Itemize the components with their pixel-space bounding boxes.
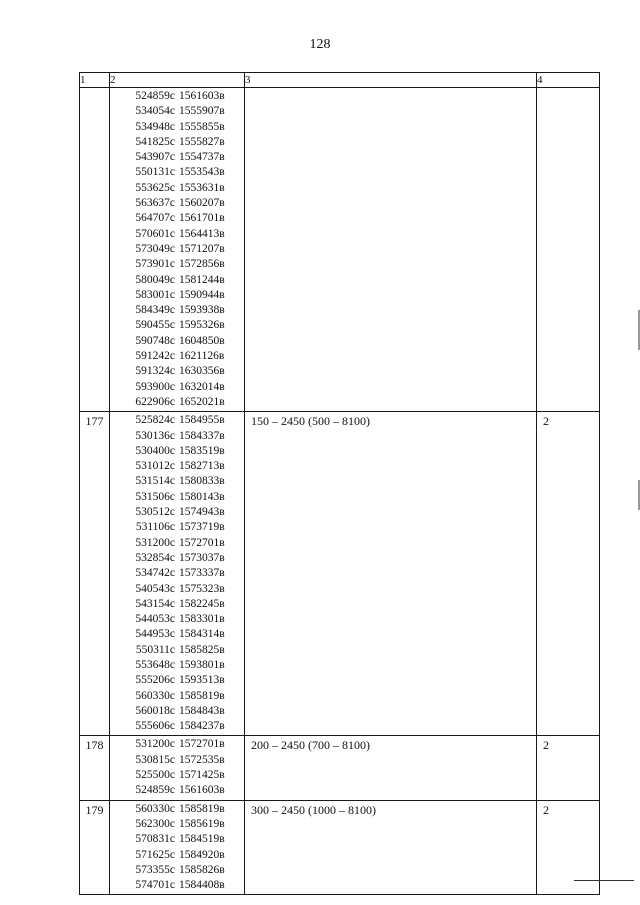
longitude-value: 1560207в (179, 197, 225, 210)
latitude-value: 530815c (135, 753, 175, 766)
longitude-value: 1555907в (179, 105, 225, 118)
longitude-value: 1553631в (179, 181, 225, 194)
coordinate-pair (110, 848, 244, 863)
coordinate-pair (110, 429, 244, 444)
latitude-value: 622906c (135, 395, 175, 408)
coordinate-pair (110, 242, 244, 257)
coordinate-pair (110, 612, 244, 627)
longitude-value: 1585826в (179, 863, 225, 876)
longitude-value: 1584955в (179, 414, 225, 427)
coordinate-pair (110, 380, 244, 395)
longitude-value: 1564413в (179, 227, 225, 240)
header-col-2: 2 (110, 73, 245, 88)
latitude-value: 525824c (135, 414, 175, 427)
longitude-value: 1580143в (179, 490, 225, 503)
header-col-4: 4 (537, 73, 600, 88)
latitude-value: 584349c (135, 304, 175, 317)
coordinate-pair (110, 627, 244, 642)
latitude-value: 560330c (135, 689, 175, 702)
coordinate-pair (110, 597, 244, 612)
latitude-value: 532854c (135, 551, 175, 564)
latitude-value: 531506c (135, 490, 175, 503)
row-number: 177 (80, 412, 110, 736)
longitude-value: 1593938в (179, 304, 225, 317)
table-row (80, 88, 600, 412)
longitude-value: 1571207в (179, 242, 225, 255)
latitude-value: 573355c (135, 863, 175, 876)
latitude-value: 531200c (135, 536, 175, 549)
latitude-value: 550131c (135, 166, 175, 179)
header-col-3: 3 (245, 73, 537, 88)
latitude-value: 540543c (135, 582, 175, 595)
coordinate-pair (110, 536, 244, 551)
coordinate-pair (110, 689, 244, 704)
longitude-value: 1572535в (179, 753, 225, 766)
latitude-value: 553648c (135, 658, 175, 671)
coordinate-pair (110, 566, 244, 581)
page-number: 128 (309, 37, 331, 52)
coordinate-pair (110, 150, 244, 165)
longitude-value: 1584314в (179, 628, 225, 641)
longitude-value: 1583519в (179, 444, 225, 457)
latitude-value: 570831c (135, 833, 175, 846)
latitude-value: 531200c (135, 738, 175, 751)
coordinate-pair (110, 802, 244, 817)
longitude-value: 1585825в (179, 643, 225, 656)
latitude-value: 573049c (135, 242, 175, 255)
longitude-value: 1584519в (179, 833, 225, 846)
coordinates-cell (110, 88, 245, 412)
coordinate-pair (110, 520, 244, 535)
latitude-value: 591324c (135, 365, 175, 378)
coordinate-pair (110, 863, 244, 878)
coordinate-pair (110, 878, 244, 893)
coordinate-pair (110, 288, 244, 303)
table-row (80, 800, 600, 895)
latitude-value: 531106c (135, 521, 175, 534)
latitude-value: 562300c (135, 817, 175, 830)
longitude-value: 1572701в (179, 738, 225, 751)
coordinate-pair (110, 490, 244, 505)
coordinate-pair (110, 165, 244, 180)
latitude-value: 534054c (135, 105, 175, 118)
longitude-value: 1652021в (179, 395, 225, 408)
longitude-value: 1584408в (179, 879, 225, 892)
longitude-value: 1593513в (179, 674, 225, 687)
longitude-value: 1582245в (179, 597, 225, 610)
longitude-value: 1593801в (179, 658, 225, 671)
longitude-value: 1584920в (179, 848, 225, 861)
latitude-value: 534742c (135, 567, 175, 580)
coordinate-pair (110, 334, 244, 349)
coordinate-pair (110, 832, 244, 847)
longitude-value: 1555827в (179, 135, 225, 148)
coordinate-pair (110, 318, 244, 333)
longitude-value: 1572701в (179, 536, 225, 549)
coordinate-pair (110, 444, 244, 459)
coordinate-pair (110, 704, 244, 719)
latitude-value: 553625c (135, 181, 175, 194)
longitude-value: 1561603в (179, 90, 225, 102)
longitude-value: 1561603в (179, 784, 225, 797)
latitude-value: 570601c (135, 227, 175, 240)
height-range (245, 88, 537, 412)
longitude-value: 1555855в (179, 120, 225, 133)
coordinate-pair (110, 474, 244, 489)
longitude-value: 1553543в (179, 166, 225, 179)
footer-rule (574, 880, 634, 881)
coordinate-pair (110, 196, 244, 211)
latitude-value: 525500c (135, 769, 175, 782)
coordinates-cell (110, 800, 245, 895)
height-range: 200 – 2450 (700 – 8100) (245, 736, 537, 800)
latitude-value: 564707c (135, 212, 175, 225)
coordinate-pair (110, 413, 244, 428)
latitude-value: 544053c (135, 613, 175, 626)
longitude-value: 1573037в (179, 551, 225, 564)
latitude-value: 580049c (135, 273, 175, 286)
longitude-value: 1621126в (179, 350, 225, 363)
longitude-value: 1583301в (179, 613, 225, 626)
coordinate-pair (110, 658, 244, 673)
coordinate-pair (110, 273, 244, 288)
coordinate-pair (110, 582, 244, 597)
latitude-value: 530136c (135, 429, 175, 442)
latitude-value: 530512c (135, 506, 175, 519)
coordinate-pair (110, 505, 244, 520)
coordinate-pair (110, 551, 244, 566)
latitude-value: 534948c (135, 120, 175, 133)
latitude-value: 560018c (135, 704, 175, 717)
latitude-value: 543907c (135, 151, 175, 164)
longitude-value: 1585619в (179, 817, 225, 830)
longitude-value: 1572856в (179, 258, 225, 271)
coordinate-pair (110, 303, 244, 318)
longitude-value: 1573337в (179, 567, 225, 580)
coordinate-pair (110, 181, 244, 196)
latitude-value: 531514c (135, 475, 175, 488)
category (537, 88, 600, 412)
row-number: 178 (80, 736, 110, 800)
coordinate-pair (110, 227, 244, 242)
latitude-value: 590748c (135, 334, 175, 347)
header-col-1: 1 (80, 73, 110, 88)
longitude-value: 1582713в (179, 460, 225, 473)
latitude-value: 541825c (135, 135, 175, 148)
coordinate-pair (110, 135, 244, 150)
latitude-value: 555606c (135, 720, 175, 733)
latitude-value: 571625c (135, 848, 175, 861)
longitude-value: 1630356в (179, 365, 225, 378)
height-range: 300 – 2450 (1000 – 8100) (245, 800, 537, 895)
coordinate-pair (110, 211, 244, 226)
latitude-value: 593900c (135, 380, 175, 393)
coordinate-pair (110, 817, 244, 832)
coordinate-pair (110, 104, 244, 119)
longitude-value: 1632014в (179, 380, 225, 393)
latitude-value: 543154c (135, 597, 175, 610)
longitude-value: 1575323в (179, 582, 225, 595)
header-row (80, 73, 600, 88)
latitude-value: 590455c (135, 319, 175, 332)
longitude-value: 1584237в (179, 720, 225, 733)
longitude-value: 1604850в (179, 334, 225, 347)
height-range: 150 – 2450 (500 – 8100) (245, 412, 537, 736)
latitude-value: 524859c (135, 90, 175, 102)
data-table (79, 72, 600, 895)
latitude-value: 530400c (135, 444, 175, 457)
coordinate-pair (110, 768, 244, 783)
coordinates-cell (110, 412, 245, 736)
latitude-value: 560330c (135, 802, 175, 815)
coordinate-pair (110, 783, 244, 798)
longitude-value: 1584843в (179, 704, 225, 717)
coordinates-cell (110, 736, 245, 800)
coordinate-pair (110, 120, 244, 135)
longitude-value: 1585819в (179, 802, 225, 815)
coordinate-pair (110, 257, 244, 272)
longitude-value: 1573719в (179, 521, 225, 534)
coordinate-pair (110, 459, 244, 474)
latitude-value: 524859c (135, 784, 175, 797)
longitude-value: 1580833в (179, 475, 225, 488)
latitude-value: 573901c (135, 258, 175, 271)
latitude-value: 591242c (135, 350, 175, 363)
category: 2 (537, 736, 600, 800)
coordinate-pair (110, 753, 244, 768)
latitude-value: 555206c (135, 674, 175, 687)
row-number (80, 88, 110, 412)
longitude-value: 1595326в (179, 319, 225, 332)
table-row (80, 736, 600, 800)
coordinate-pair (110, 673, 244, 688)
longitude-value: 1571425в (179, 769, 225, 782)
longitude-value: 1590944в (179, 288, 225, 301)
latitude-value: 583001c (135, 288, 175, 301)
category: 2 (537, 800, 600, 895)
coordinate-pair (110, 395, 244, 410)
longitude-value: 1554737в (179, 151, 225, 164)
longitude-value: 1581244в (179, 273, 225, 286)
longitude-value: 1584337в (179, 429, 225, 442)
longitude-value: 1585819в (179, 689, 225, 702)
category: 2 (537, 412, 600, 736)
longitude-value: 1574943в (179, 506, 225, 519)
coordinate-pair (110, 737, 244, 752)
coordinate-pair (110, 364, 244, 379)
coordinate-pair (110, 719, 244, 734)
coordinate-pair (110, 89, 244, 104)
coordinate-pair (110, 349, 244, 364)
latitude-value: 544953c (135, 628, 175, 641)
latitude-value: 563637c (135, 197, 175, 210)
coordinate-pair (110, 643, 244, 658)
latitude-value: 550311c (135, 643, 175, 656)
latitude-value: 531012c (135, 460, 175, 473)
latitude-value: 574701c (135, 879, 175, 892)
table-row (80, 412, 600, 736)
row-number: 179 (80, 800, 110, 895)
longitude-value: 1561701в (179, 212, 225, 225)
